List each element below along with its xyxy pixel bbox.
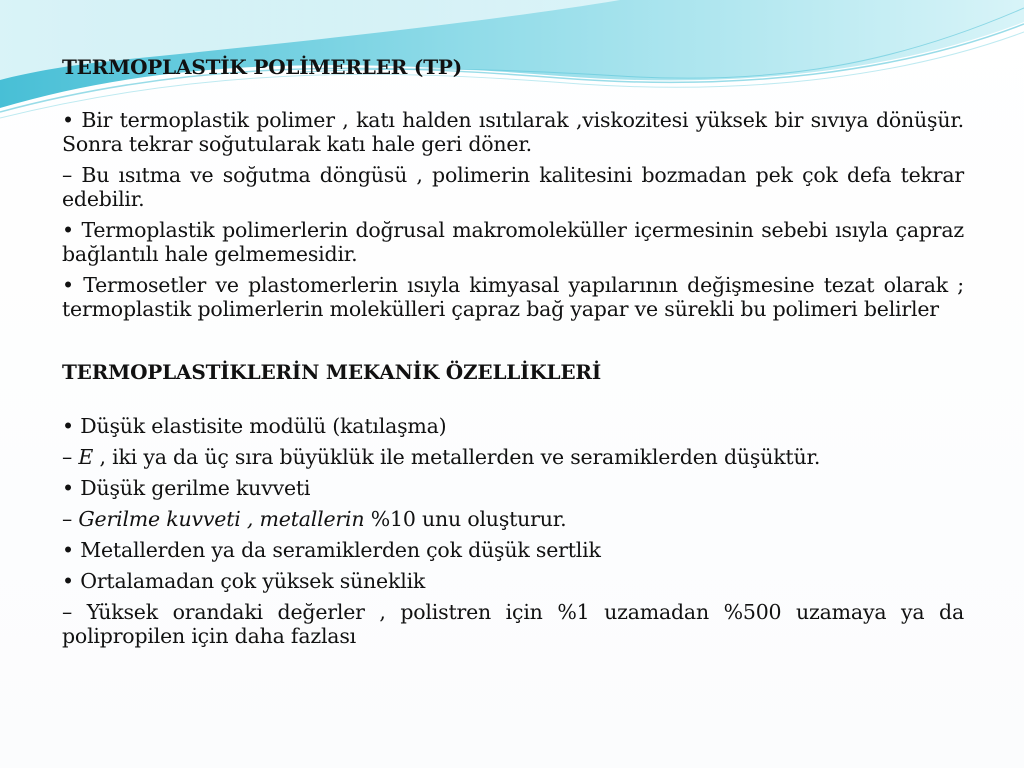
section1-paragraph-2: – Bu ısıtma ve soğutma döngüsü , polimerin kalitesini bozmadan pek çok defa tekrar edebilir. — [62, 163, 964, 211]
section1-paragraph-3: • Termoplastik polimerlerin doğrusal makromoleküller içermesinin sebebi ısıyla çapraz bağlantılı hale gelmemesidir. — [62, 218, 964, 266]
property-item-2 — [62, 445, 964, 469]
property-item-7: – Yüksek orandaki değerler , polistren için %1 uzamadan %500 uzamaya ya da polipropilen için daha fazlası — [62, 600, 964, 648]
section1-paragraph-1: • Bir termoplastik polimer , katı halden ısıtılarak ,viskozitesi yüksek bir sıvıya dönüşür. Sonra tekrar soğutularak katı hale geri döner. — [62, 108, 964, 156]
property-item-6: • Ortalamadan çok yüksek süneklik — [62, 569, 426, 593]
property-item-4 — [62, 507, 964, 531]
section1-paragraph-4: • Termosetler ve plastomerlerin ısıyla kimyasal yapılarının değişmesine tezat olarak ; termoplastik polimerlerin molekülleri çapraz bağ yapar ve sürekli bu polimeri belirler — [62, 273, 964, 321]
property-item-1: • Düşük elastisite modülü (katılaşma) — [62, 414, 447, 438]
section2-title: TERMOPLASTİKLERİN MEKANİK ÖZELLİKLERİ — [62, 360, 601, 384]
property-item-3: • Düşük gerilme kuvveti — [62, 476, 311, 500]
property-item-4-prefix: – — [62, 507, 79, 531]
property-item-2-symbol: E — [78, 445, 94, 469]
property-item-2-text: , iki ya da üç sıra büyüklük ile metallerden ve seramiklerden düşüktür. — [93, 445, 821, 469]
property-item-4-text: %10 unu oluşturur. — [364, 507, 567, 531]
property-item-2-prefix: – — [62, 445, 79, 469]
property-item-4-emphasis: Gerilme kuvveti , metallerin — [78, 507, 365, 531]
property-item-5: • Metallerden ya da seramiklerden çok düşük sertlik — [62, 538, 601, 562]
section1-title: TERMOPLASTİK POLİMERLER (TP) — [62, 55, 462, 79]
slide-content — [62, 55, 964, 655]
